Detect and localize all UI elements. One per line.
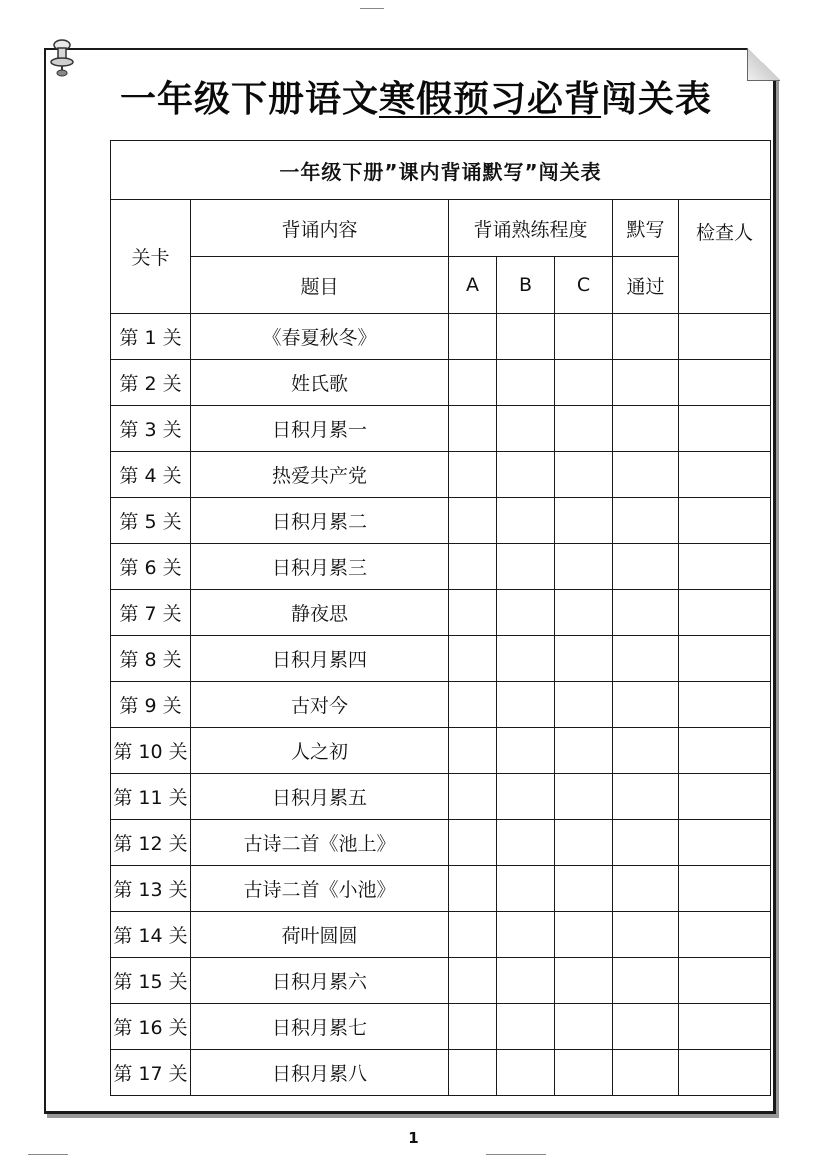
checker-cell[interactable] — [679, 406, 771, 452]
header-stage: 关卡 — [111, 200, 191, 314]
stage-cell: 第 4 关 — [111, 452, 191, 498]
page-title — [120, 72, 760, 128]
grade-a-cell[interactable] — [449, 820, 497, 866]
grade-c-cell[interactable] — [555, 1050, 613, 1096]
grade-b-cell[interactable] — [497, 682, 555, 728]
grade-c-cell[interactable] — [555, 682, 613, 728]
dictation-cell[interactable] — [613, 314, 679, 360]
table-row — [111, 774, 771, 820]
checker-cell[interactable] — [679, 636, 771, 682]
checker-cell[interactable] — [679, 820, 771, 866]
topic-cell: 古对今 — [191, 682, 449, 728]
topic-cell: 古诗二首《小池》 — [191, 866, 449, 912]
stage-cell: 第 11 关 — [111, 774, 191, 820]
grade-b-cell[interactable] — [497, 452, 555, 498]
table-row — [111, 498, 771, 544]
header-passed: 通过 — [613, 257, 679, 314]
stage-cell: 第 9 关 — [111, 682, 191, 728]
stage-cell: 第 17 关 — [111, 1050, 191, 1096]
grade-c-cell[interactable] — [555, 498, 613, 544]
title-underlined: 寒假预习必背 — [379, 79, 602, 120]
grade-c-cell[interactable] — [555, 544, 613, 590]
checker-cell[interactable] — [679, 360, 771, 406]
stage-cell: 第 12 关 — [111, 820, 191, 866]
grade-b-cell[interactable] — [497, 1004, 555, 1050]
checker-cell[interactable] — [679, 1004, 771, 1050]
grade-c-cell[interactable] — [555, 820, 613, 866]
grade-b-cell[interactable] — [497, 406, 555, 452]
dictation-cell[interactable] — [613, 452, 679, 498]
grade-c-cell[interactable] — [555, 314, 613, 360]
grade-a-cell[interactable] — [449, 1004, 497, 1050]
table-subtitle: 一年级下册”课内背诵默写”闯关表 — [111, 141, 771, 200]
grade-a-cell[interactable] — [449, 636, 497, 682]
checker-cell[interactable] — [679, 1050, 771, 1096]
grade-a-cell[interactable] — [449, 682, 497, 728]
grade-c-cell[interactable] — [555, 866, 613, 912]
grade-c-cell[interactable] — [555, 1004, 613, 1050]
topic-cell: 《春夏秋冬》 — [191, 314, 449, 360]
table-row — [111, 912, 771, 958]
grade-b-cell[interactable] — [497, 958, 555, 1004]
dictation-cell[interactable] — [613, 1004, 679, 1050]
table-row — [111, 314, 771, 360]
dictation-cell[interactable] — [613, 636, 679, 682]
grade-c-cell[interactable] — [555, 728, 613, 774]
grade-b-cell[interactable] — [497, 498, 555, 544]
grade-b-cell[interactable] — [497, 590, 555, 636]
header-dictation: 默写 — [613, 200, 679, 257]
header-content: 背诵内容 — [191, 200, 449, 257]
stage-cell: 第 2 关 — [111, 360, 191, 406]
grade-b-cell[interactable] — [497, 774, 555, 820]
grade-c-cell[interactable] — [555, 360, 613, 406]
table-row — [111, 406, 771, 452]
topic-cell: 荷叶圆圆 — [191, 912, 449, 958]
checker-cell[interactable] — [679, 958, 771, 1004]
grade-a-cell[interactable] — [449, 774, 497, 820]
header-grade-b: B — [497, 257, 555, 314]
stage-cell: 第 7 关 — [111, 590, 191, 636]
topic-cell: 日积月累三 — [191, 544, 449, 590]
stage-cell: 第 15 关 — [111, 958, 191, 1004]
dictation-cell[interactable] — [613, 958, 679, 1004]
grade-b-cell[interactable] — [497, 1050, 555, 1096]
grade-c-cell[interactable] — [555, 590, 613, 636]
dictation-cell[interactable] — [613, 866, 679, 912]
grade-c-cell[interactable] — [555, 636, 613, 682]
scan-mark — [28, 1154, 68, 1155]
grade-c-cell[interactable] — [555, 958, 613, 1004]
header-topic: 题目 — [191, 257, 449, 314]
stage-cell: 第 8 关 — [111, 636, 191, 682]
stage-cell: 第 6 关 — [111, 544, 191, 590]
checker-cell[interactable] — [679, 728, 771, 774]
grade-a-cell[interactable] — [449, 544, 497, 590]
grade-a-cell[interactable] — [449, 314, 497, 360]
pushpin-icon — [48, 38, 76, 78]
checker-cell[interactable] — [679, 912, 771, 958]
checker-cell[interactable] — [679, 452, 771, 498]
table-row — [111, 636, 771, 682]
grade-a-cell[interactable] — [449, 1050, 497, 1096]
dictation-cell[interactable] — [613, 682, 679, 728]
topic-cell: 日积月累二 — [191, 498, 449, 544]
table-row — [111, 360, 771, 406]
grade-b-cell[interactable] — [497, 360, 555, 406]
topic-cell: 日积月累七 — [191, 1004, 449, 1050]
stage-cell: 第 5 关 — [111, 498, 191, 544]
stage-cell: 第 14 关 — [111, 912, 191, 958]
table-row — [111, 866, 771, 912]
header-checker: 检查人 — [679, 200, 771, 314]
topic-cell: 日积月累五 — [191, 774, 449, 820]
topic-cell: 人之初 — [191, 728, 449, 774]
checklist-table — [110, 140, 771, 1096]
table-row — [111, 682, 771, 728]
table-row — [111, 1004, 771, 1050]
topic-cell: 热爱共产党 — [191, 452, 449, 498]
topic-cell: 静夜思 — [191, 590, 449, 636]
grade-b-cell[interactable] — [497, 636, 555, 682]
grade-a-cell[interactable] — [449, 452, 497, 498]
table-row — [111, 958, 771, 1004]
table-row — [111, 590, 771, 636]
dictation-cell[interactable] — [613, 498, 679, 544]
grade-b-cell[interactable] — [497, 912, 555, 958]
stage-cell: 第 10 关 — [111, 728, 191, 774]
grade-a-cell[interactable] — [449, 958, 497, 1004]
dictation-cell[interactable] — [613, 544, 679, 590]
title-suffix: 闯关表 — [601, 79, 713, 120]
grade-a-cell[interactable] — [449, 866, 497, 912]
topic-cell: 日积月累六 — [191, 958, 449, 1004]
dictation-cell[interactable] — [613, 912, 679, 958]
grade-b-cell[interactable] — [497, 314, 555, 360]
scan-mark — [486, 1154, 546, 1155]
dictation-cell[interactable] — [613, 1050, 679, 1096]
topic-cell: 日积月累一 — [191, 406, 449, 452]
checker-cell[interactable] — [679, 498, 771, 544]
grade-c-cell[interactable] — [555, 774, 613, 820]
grade-b-cell[interactable] — [497, 544, 555, 590]
checker-cell[interactable] — [679, 544, 771, 590]
checker-cell[interactable] — [679, 590, 771, 636]
grade-c-cell[interactable] — [555, 912, 613, 958]
table-row — [111, 728, 771, 774]
title-prefix: 一年级下册语文 — [120, 79, 380, 120]
checker-cell[interactable] — [679, 774, 771, 820]
grade-a-cell[interactable] — [449, 728, 497, 774]
topic-cell: 古诗二首《池上》 — [191, 820, 449, 866]
header-grade-c: C — [555, 257, 613, 314]
checker-cell[interactable] — [679, 866, 771, 912]
topic-cell: 日积月累八 — [191, 1050, 449, 1096]
grade-a-cell[interactable] — [449, 406, 497, 452]
table-row — [111, 544, 771, 590]
dictation-cell[interactable] — [613, 360, 679, 406]
dictation-cell[interactable] — [613, 728, 679, 774]
stage-cell: 第 1 关 — [111, 314, 191, 360]
grade-b-cell[interactable] — [497, 866, 555, 912]
dictation-cell[interactable] — [613, 590, 679, 636]
table-row — [111, 820, 771, 866]
stage-cell: 第 3 关 — [111, 406, 191, 452]
grade-b-cell[interactable] — [497, 820, 555, 866]
table-row — [111, 1050, 771, 1096]
header-grade-a: A — [449, 257, 497, 314]
grade-c-cell[interactable] — [555, 452, 613, 498]
grade-a-cell[interactable] — [449, 360, 497, 406]
checker-cell[interactable] — [679, 314, 771, 360]
grade-a-cell[interactable] — [449, 590, 497, 636]
grade-a-cell[interactable] — [449, 912, 497, 958]
scan-mark — [360, 8, 384, 9]
table-row — [111, 452, 771, 498]
header-proficiency: 背诵熟练程度 — [449, 200, 613, 257]
dictation-cell[interactable] — [613, 774, 679, 820]
checker-cell[interactable] — [679, 682, 771, 728]
stage-cell: 第 16 关 — [111, 1004, 191, 1050]
dictation-cell[interactable] — [613, 406, 679, 452]
dictation-cell[interactable] — [613, 820, 679, 866]
topic-cell: 姓氏歌 — [191, 360, 449, 406]
grade-a-cell[interactable] — [449, 498, 497, 544]
grade-b-cell[interactable] — [497, 728, 555, 774]
page-number: 1 — [408, 1129, 419, 1147]
stage-cell: 第 13 关 — [111, 866, 191, 912]
topic-cell: 日积月累四 — [191, 636, 449, 682]
grade-c-cell[interactable] — [555, 406, 613, 452]
